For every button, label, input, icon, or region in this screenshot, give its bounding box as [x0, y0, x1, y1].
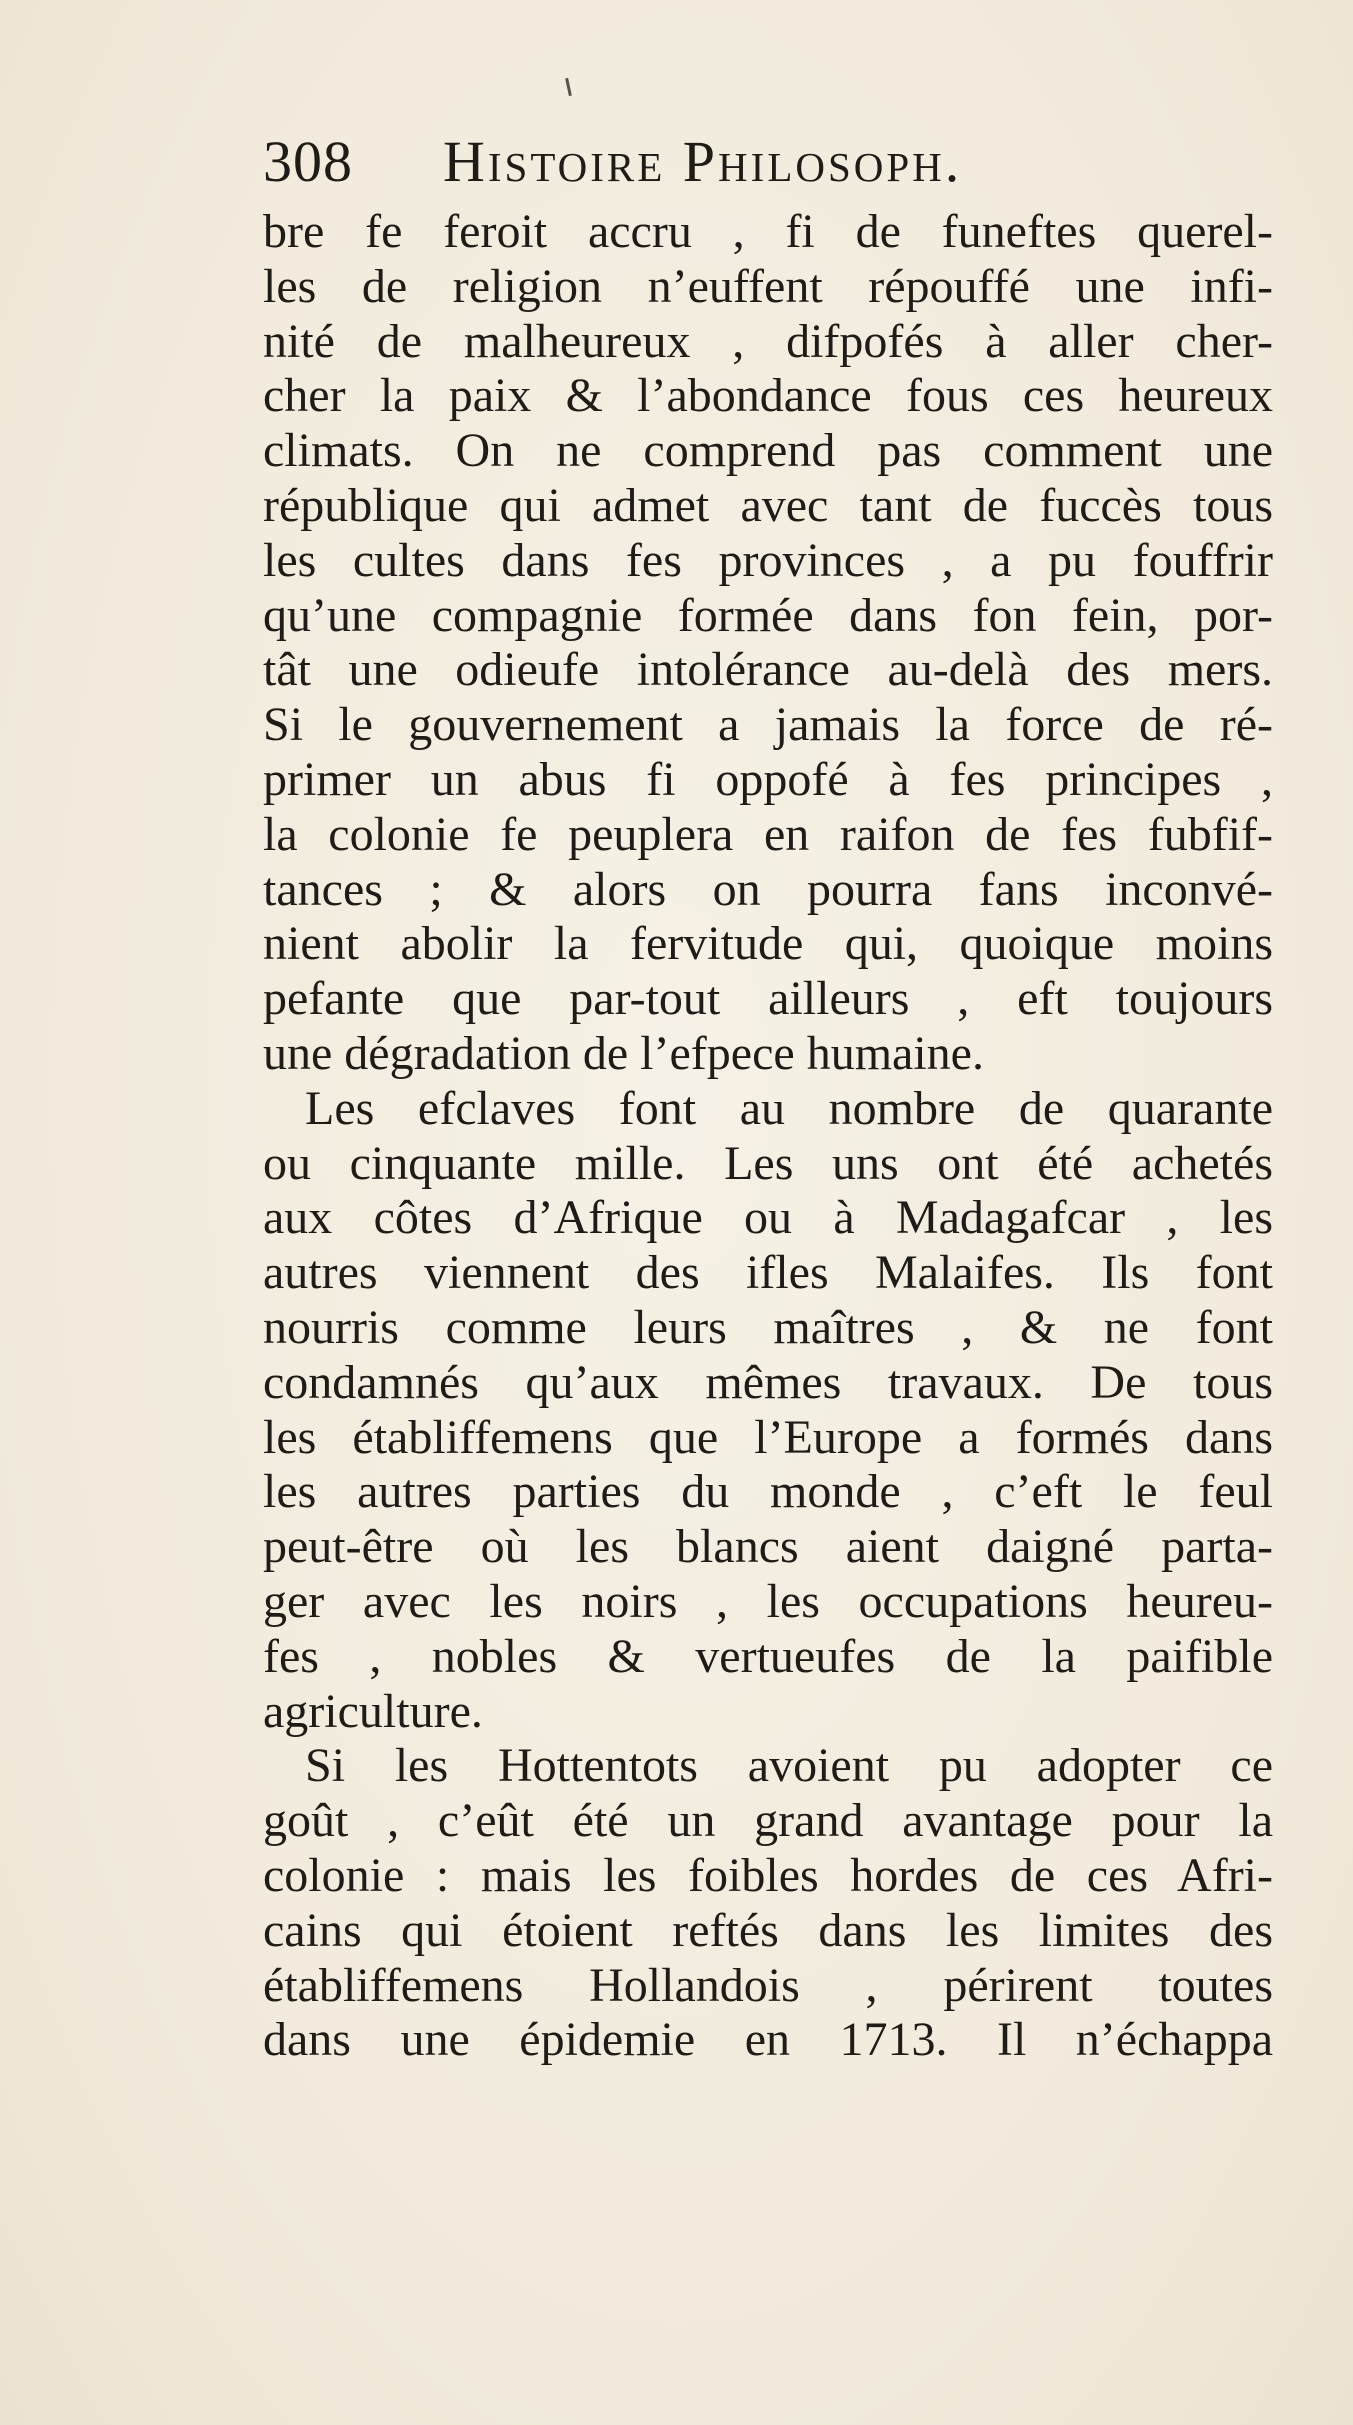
- text-line: nient abolir la fervitude qui, quoique moins: [263, 917, 1273, 971]
- text-line: dans une épidemie en 1713. Il n’échappa: [263, 2013, 1273, 2067]
- text-line: agriculture.: [263, 1684, 483, 1738]
- text-line: les autres parties du monde , c’eft le feul: [263, 1465, 1273, 1519]
- text-line: les cultes dans fes provinces , a pu fouffrir: [263, 533, 1273, 587]
- text-line: ger avec les noirs , les occupations heureu-: [263, 1574, 1273, 1628]
- text-body: [263, 205, 1273, 2068]
- text-line: Si les Hottentots avoient pu adopter ce: [305, 1739, 1273, 1793]
- text-line: qu’une compagnie formée dans fon fein, por-: [263, 588, 1273, 642]
- text-line: les établiffemens que l’Europe a formés dans: [263, 1410, 1273, 1464]
- page-header: [263, 118, 1163, 208]
- text-line: une dégradation de l’efpece humaine.: [263, 1026, 984, 1080]
- text-line: primer un abus fi oppofé à fes principes ,: [263, 752, 1273, 806]
- text-line: aux côtes d’Afrique ou à Madagafcar , les: [263, 1191, 1273, 1245]
- text-line: ou cinquante mille. Les uns ont été achetés: [263, 1136, 1273, 1190]
- text-line: autres viennent des ifles Malaifes. Ils font: [263, 1246, 1273, 1300]
- text-line: condamnés qu’aux mêmes travaux. De tous: [263, 1355, 1273, 1409]
- text-line: nourris comme leurs maîtres , & ne font: [263, 1300, 1273, 1354]
- text-line: république qui admet avec tant de fuccès tous: [263, 478, 1273, 532]
- text-line: les de religion n’euffent répouffé une infi-: [263, 259, 1273, 313]
- text-line: tât une odieufe intolérance au-delà des mers.: [263, 643, 1273, 697]
- text-line: fes , nobles & vertueufes de la paifible: [263, 1629, 1273, 1683]
- text-line: colonie : mais les foibles hordes de ces Afri-: [263, 1848, 1273, 1902]
- running-title: Histoire Philosoph.: [443, 129, 963, 194]
- text-line: pefante que par-tout ailleurs , eft toujours: [263, 972, 1273, 1026]
- text-line: établiffemens Hollandois , périrent toutes: [263, 1958, 1273, 2012]
- text-line: cher la paix & l’abondance fous ces heureux: [263, 369, 1273, 423]
- ink-mark: [565, 78, 572, 96]
- text-line: Les efclaves font au nombre de quarante: [305, 1081, 1273, 1135]
- page-number: 308: [263, 129, 353, 194]
- text-line: goût , c’eût été un grand avantage pour la: [263, 1794, 1273, 1848]
- text-line: bre fe feroit accru , fi de funeftes querel-: [263, 205, 1273, 258]
- text-line: climats. On ne comprend pas comment une: [263, 424, 1273, 478]
- text-line: nité de malheureux , difpofés à aller cher-: [263, 314, 1273, 368]
- text-line: Si le gouvernement a jamais la force de ré-: [263, 698, 1273, 752]
- text-line: la colonie fe peuplera en raifon de fes fubfif-: [263, 807, 1273, 861]
- text-line: peut-être où les blancs aient daigné parta-: [263, 1520, 1273, 1574]
- text-line: tances ; & alors on pourra fans inconvé-: [263, 862, 1273, 916]
- text-line: cains qui étoient reftés dans les limites des: [263, 1903, 1273, 1957]
